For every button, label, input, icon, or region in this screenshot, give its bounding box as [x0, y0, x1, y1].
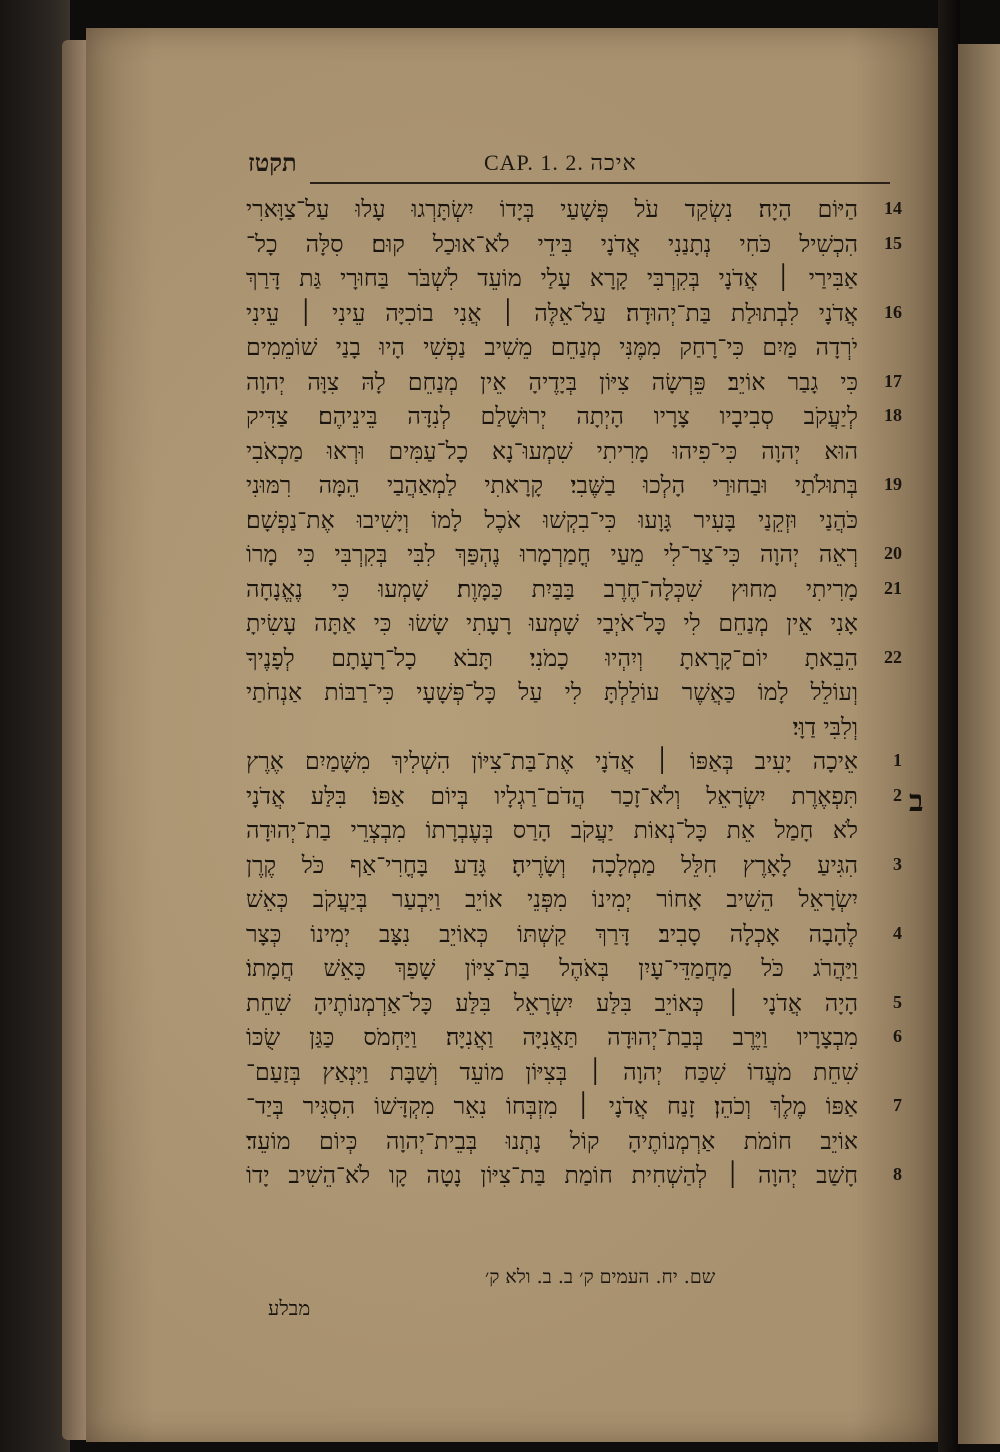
verse-number: 8	[893, 1164, 902, 1184]
text-line: אוֹיֵב חוֹמֹת אַרְמְנוֹתֶיהָ קוֹל נָתְנוּ בְּבֵית־יְהוָה כְּיוֹם מוֹעֵד׃	[246, 1126, 858, 1155]
verse-number: 18	[884, 405, 902, 425]
verse-number: 19	[884, 474, 902, 494]
verse-number: 21	[884, 577, 902, 598]
page-number: תקטז	[248, 148, 297, 177]
text-line: הֵבֵאתָ יוֹם־קָרָאתָ וְיִהְיוּ כָמֹנִי׃ תָּבֹא כָל־רָעָתָם לְפָנֶיךָ	[246, 643, 858, 672]
hebrew-text-block	[246, 192, 858, 1193]
verse-number: 15	[884, 232, 902, 253]
footnote: שם. יח. העמים ק׳ ב. ב. ולא ק׳	[484, 1266, 716, 1288]
verse-number: 2	[893, 784, 902, 805]
verse-number: 20	[884, 543, 902, 563]
verse-number: 16	[884, 301, 902, 322]
facing-page-edge	[958, 44, 1000, 1444]
book-gutter	[938, 0, 960, 1452]
text-line: לְיַעֲקֹב סְבִיבָיו צָרָיו הָיְתָה יְרוּשָׁלַם לְנִדָּה בֵּינֵיהֶם׃ צַדִּיק	[246, 402, 858, 430]
catchword: מבלע	[268, 1296, 311, 1320]
text-line: חָשַׁב יְהוָה ׀ לְהַשְׁחִית חוֹמַת בַּת־צִיּוֹן נָטָה קָו לֹא־הֵשִׁיב יָדוֹ	[246, 1161, 858, 1189]
verse-number: 3	[893, 853, 902, 874]
text-line: יֹרְדָה מַּיִם כִּי־רָחַק מִמֶּנִּי מְנַחֵם מֵשִׁיב נַפְשִׁי הָיוּ בָנַי שׁוֹמֵמִים	[246, 333, 858, 361]
text-line: אַבִּירַי ׀ אֲדֹנָי בְּקִרְבִּי קָרָא עָלַי מוֹעֵד לִשְׁבֹּר בַּחוּרָי גַּת דָּרַךְ	[246, 264, 858, 292]
verse-number: 5	[893, 991, 902, 1012]
verse-number: 14	[884, 198, 902, 218]
text-line: מִבְצָרָיו וַיֶּרֶב בְּבַת־יְהוּדָה תַּאֲנִיָּה וַאֲנִיָּה׃ וַיַּחְמֹס כַּגַּן שֻׂכּוֹ	[246, 1023, 858, 1051]
header-rule	[310, 182, 890, 184]
verse-number: 1	[893, 750, 902, 770]
text-line: יִשְׂרָאֵל הֵשִׁיב אָחוֹר יְמִינוֹ מִפְּנֵי אוֹיֵב וַיִּבְעַר בְּיַעֲקֹב כְּאֵשׁ	[246, 885, 858, 913]
verse-number: 4	[893, 922, 902, 943]
verse-number: 6	[893, 1026, 902, 1046]
text-line: הַיּוֹם הָיָה׃ נִשְׂקַד עֹל פְּשָׁעַי בְּיָדוֹ יִשְׂתָּרְגוּ עָלוּ עַל־צַוָּארִי	[246, 195, 858, 223]
text-line: כִּי גָבַר אוֹיֵב׃ פֵּרְשָׂה צִיּוֹן בְּיָדֶיהָ אֵין מְנַחֵם לָהּ צִוָּה יְהוָה	[246, 367, 858, 396]
text-line: וְעוֹלֵל לָמוֹ כַּאֲשֶׁר עוֹלַלְתָּ לִי עַל כָּל־פְּשָׁעָי כִּי־רַבּוֹת אַנְחֹתַי	[246, 678, 858, 706]
text-line: אָנִי אֵין מְנַחֵם לִי כָּל־אֹיְבַי שָׁמְעוּ רָעָתִי שָׂשׂוּ כִּי אַתָּה עָשִׂיתָ	[246, 609, 858, 637]
verse-number: 17	[884, 370, 902, 391]
running-header	[248, 148, 890, 184]
text-line: אֲדֹנָי לִבְתוּלַת בַּת־יְהוּדָה׃ עַל־אֵלֶּה ׀ אֲנִי בוֹכִיָּה עֵינִי ׀ עֵינִי	[246, 298, 858, 327]
text-line: רְאֵה יְהוָה כִּי־צַר־לִי מֵעַי חֳמַרְמָרוּ נֶהְפַּךְ לִבִּי בְּקִרְבִּי כִּי מָרוֹ	[246, 540, 858, 568]
text-line: אַפּוֹ מֶלֶךְ וְכֹהֵן׃ זָנַח אֲדֹנָי ׀ מִזְבְּחוֹ נִאֵר מִקְדָּשׁוֹ הִסְגִּיר בְּיַד־	[246, 1092, 858, 1120]
verse-number: 22	[884, 646, 902, 667]
text-line: לֶהָבָה אָכְלָה סָבִיב׃ דָּרַךְ קַשְׁתּוֹ כְּאוֹיֵב נִצָּב יְמִינוֹ כְּצָר	[246, 919, 858, 948]
book-cover-edge	[0, 0, 70, 1452]
text-line: כֹּהֲנַי וּזְקֵנַי בָּעִיר גָּוָעוּ כִּי־בִקְשׁוּ אֹכֶל לָמוֹ וְיָשִׁיבוּ אֶת־נַפְשָׁם׃	[246, 505, 858, 534]
text-line: תִּפְאֶרֶת יִשְׂרָאֵל וְלֹא־זָכַר הֲדֹם־רַגְלָיו בְּיוֹם אַפּוֹ׃ בִּלַּע אֲדֹנָי	[246, 781, 858, 810]
verse-number: 7	[893, 1095, 902, 1115]
text-line: מָרִיתִי מִחוּץ שִׁכְּלָה־חֶרֶב בַּבַּיִת כַּמָּוֶת׃ שָׁמְעוּ כִּי נֶאֱנָחָה	[246, 574, 858, 603]
text-line: הִגִּיעַ לָאָרֶץ חִלֵּל מַמְלָכָה וְשָׂרֶיהָ׃ גָּדַע בָּחֳרִי־אַף כֹּל קֶרֶן	[246, 850, 858, 879]
text-line: הִכְשִׁיל כֹּחִי נְתָנַנִי אֲדֹנָי בִּידֵי לֹא־אוּכַל קוּם׃ סִלָּה כָל־	[246, 229, 858, 258]
text-line: הוּא יְהוָה כִּי־פִיהוּ מָרִיתִי שִׁמְעוּ־נָא כָל־עַמִּים וּרְאוּ מַכְאֹבִי	[246, 436, 858, 465]
text-line: לֹא חָמַל אֵת כָּל־נְאוֹת יַעֲקֹב הָרַס בְּעֶבְרָתוֹ מִבְצְרֵי בַת־יְהוּדָה	[246, 816, 858, 844]
text-line: וַיַּהֲרֹג כֹּל מַחֲמַדֵּי־עָיִן בְּאֹהֶל בַּת־צִיּוֹן שָׁפַךְ כָּאֵשׁ חֲמָתוֹ׃	[246, 954, 858, 982]
text-line: הָיָה אֲדֹנָי ׀ כְּאוֹיֵב בִּלַּע יִשְׂרָאֵל בִּלַּע כָּל־אַרְמְנוֹתֶיהָ שִׁחֵת	[246, 988, 858, 1017]
text-line: וְלִבִּי דַוָּי׃	[792, 712, 858, 741]
text-line: בְּתוּלֹתַי וּבַחוּרַי הָלְכוּ בַשֶּׁבִי׃ קָרָאתִי לַמְאַהֲבַי הֵמָּה רִמּוּנִי	[246, 471, 858, 499]
text-line: שִׁחֵת מֹעֲדוֹ שִׁכַּח יְהוָה ׀ בְּצִיּוֹן מוֹעֵד וְשַׁבָּת וַיִּנְאַץ בְּזַעַם־	[246, 1057, 858, 1086]
text-line: אֵיכָה יָעִיב בְּאַפּוֹ ׀ אֲדֹנָי אֶת־בַּת־צִיּוֹן הִשְׁלִיךְ מִשָּׁמַיִם אֶרֶץ	[246, 747, 858, 775]
chapter-letter: ב	[909, 784, 924, 819]
running-title: CAP. 1. 2. איכה	[484, 150, 637, 175]
